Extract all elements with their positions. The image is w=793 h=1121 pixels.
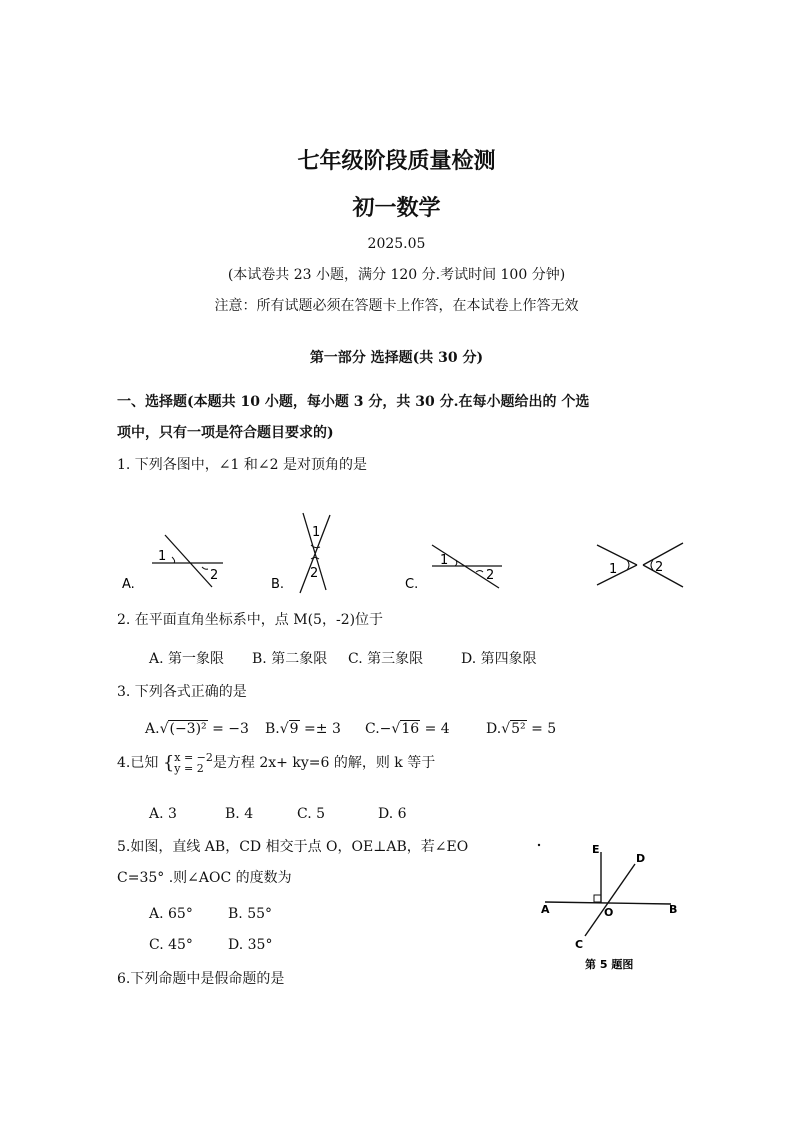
question-4-suffix: 是方程 2x+ ky=6 的解，则 k 等于 [212,755,436,771]
question-4-text [117,752,435,774]
question-5-line1: 5.如图，直线 AB，CD 相交于点 O，OE⊥AB，若∠EO [117,839,469,855]
figure-d-angle-2: 2 [655,560,664,575]
figure-c-angle-1: 1 [440,553,449,568]
figure-a [122,535,223,592]
sqrt-icon: √ [501,721,511,737]
equation-y: y = 2 [174,762,204,775]
option-c-prefix: C.− [365,721,392,737]
question-5-figure [535,838,695,973]
question-3-option-a [145,721,249,737]
point-c-label: C [575,938,584,951]
part-one-title: 第一部分 选择题(共 30 分) [309,350,484,366]
question-2-option-d: D. 第四象限 [461,651,537,667]
point-o-label: O [604,906,614,919]
option-b-radicand: 9 [289,721,299,737]
figure-c-angle-2: 2 [486,568,495,583]
question-5-option-c: C. 45° [149,937,193,953]
sqrt-icon: √ [279,721,289,737]
option-d-prefix: D. [486,721,502,737]
figure-b-label: B. [271,577,285,592]
figure-c-label: C. [405,577,419,592]
question-5-option-b: B. 55° [228,906,273,922]
sqrt-icon: √ [159,721,169,737]
exam-date: 2025.05 [367,236,426,252]
brace-icon: { [162,752,175,774]
point-a-label: A [541,903,550,916]
question-2-option-c: C. 第三象限 [348,651,424,667]
option-b-result: =± 3 [304,721,341,737]
figure-b-angle-2: 2 [310,566,319,581]
exam-info: (本试卷共 23 小题，满分 120 分.考试时间 100 分钟) [227,267,566,283]
equation-x: x = −2 [174,751,213,764]
question-5-option-d: D. 35° [228,937,273,953]
question-4-option-a: A. 3 [149,806,177,822]
question-4-option-d: D. 6 [378,806,407,822]
figure-d [597,543,683,587]
question-3-text: 3. 下列各式正确的是 [117,684,247,700]
question-2-option-b: B. 第二象限 [252,651,328,667]
sqrt-icon: √ [391,721,401,737]
option-b-prefix: B. [265,721,280,737]
figure-b [271,513,330,593]
question-1-figures [110,505,700,600]
figure-b-angle-1: 1 [312,525,321,540]
question-3-option-b [265,721,341,737]
equation-system [174,752,213,774]
question-1-text: 1. 下列各图中，∠1 和∠2 是对顶角的是 [117,457,367,473]
figure-a-angle-2: 2 [210,568,219,583]
figure-a-angle-1: 1 [158,549,167,564]
point-e-label: E [592,843,600,856]
option-a-prefix: A. [145,721,160,737]
option-d-result: = 5 [531,721,557,737]
option-c-result: = 4 [424,721,450,737]
question-4-prefix: 4.已知 [117,755,163,771]
figure-a-label: A. [122,577,135,592]
figure-5-caption: 第 5 题图 [585,958,634,971]
exam-notice: 注意：所有试题必须在答题卡上作答，在本试卷上作答无效 [214,298,579,314]
question-2-option-a: A. 第一象限 [149,651,225,667]
point-d-label: D [636,852,646,865]
exam-title: 七年级阶段质量检测 [297,148,496,174]
option-a-result: = −3 [212,721,249,737]
question-3-option-c [365,721,450,737]
question-4-option-b: B. 4 [225,806,254,822]
question-4-option-c: C. 5 [297,806,326,822]
question-5-line2: C=35° .则∠AOC 的度数为 [117,870,292,886]
question-2-text: 2. 在平面直角坐标系中，点 M(5，-2)位于 [117,612,384,628]
option-a-radicand: (−3)² [169,721,207,737]
option-d-radicand: 5² [511,721,526,737]
question-3-option-d [486,721,556,737]
section-instruction-line2: 项中，只有一项是符合题目要求的) [117,425,334,441]
subject-title: 初一数学 [352,195,441,221]
question-6-text: 6.下列命题中是假命题的是 [117,971,285,987]
section-instruction-line1: 一、选择题(本题共 10 小题，每小题 3 分，共 30 分.在每小题给出的 个选 [117,394,590,410]
question-5-option-a: A. 65° [149,906,193,922]
point-b-label: B [669,903,678,916]
figure-d-angle-1: 1 [609,562,618,577]
figure-c [405,545,502,592]
option-c-radicand: 16 [401,721,420,737]
